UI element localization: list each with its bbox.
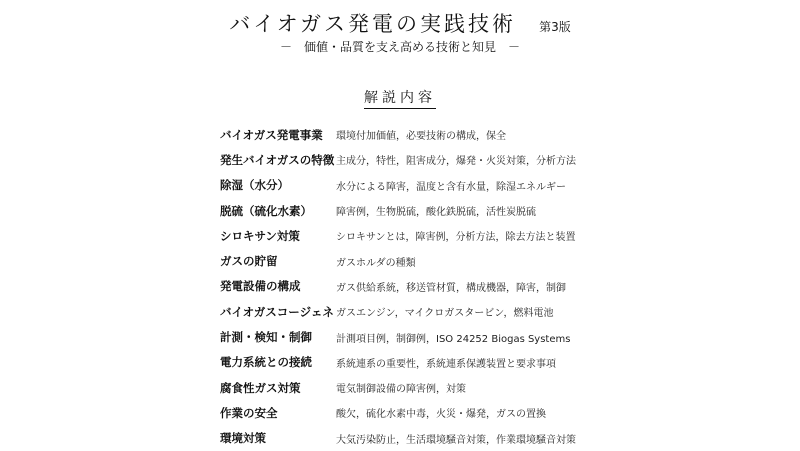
- topic-description: 大気汚染防止，生活環境騒音対策，作業環境騒音対策: [336, 434, 576, 446]
- topic-name: シロキサン対策: [220, 228, 300, 243]
- topic-name: 計測・検知・制御: [220, 330, 312, 345]
- topic-row: [220, 248, 780, 273]
- topic-description: 計測項目例，制御例，ISO 24252 Biogas Systems: [336, 333, 571, 345]
- topic-description: 水分による障害，温度と含有水量，除湿エネルギー: [336, 181, 566, 193]
- topic-name: 除湿（水分）: [220, 178, 289, 193]
- topic-row: [220, 324, 780, 349]
- topic-row: [220, 400, 780, 425]
- topic-row: [220, 426, 780, 451]
- section-heading-text: 解説内容: [364, 87, 436, 109]
- topic-list: [220, 122, 780, 451]
- topic-row: [220, 223, 780, 248]
- topic-name: ガスの貯留: [220, 254, 278, 269]
- topic-name: 脱硫（硫化水素）: [220, 203, 312, 218]
- topic-row: [220, 350, 780, 375]
- topic-row: [220, 147, 780, 172]
- topic-row: [220, 299, 780, 324]
- topic-row: [220, 375, 780, 400]
- topic-description: ガス供給系統，移送管材質，構成機器，障害，制御: [336, 282, 566, 294]
- topic-description: 電気制御設備の障害例，対策: [336, 384, 466, 396]
- topic-description: 系統連系の重要性，系統連系保護装置と要求事項: [336, 358, 556, 370]
- topic-description: 酸欠，硫化水素中毒，火災・爆発，ガスの置換: [336, 409, 546, 421]
- topic-description: 主成分，特性，阻害成分，爆発・火災対策，分析方法: [336, 156, 576, 168]
- topic-name: バイオガスコージェネ: [220, 304, 334, 319]
- edition-label: 第3版: [539, 20, 571, 34]
- topic-name: 腐食性ガス対策: [220, 380, 301, 395]
- topic-description: 障害例，生物脱硫，酸化鉄脱硫，活性炭脱硫: [336, 207, 536, 219]
- topic-row: [220, 274, 780, 299]
- topic-description: 環境付加価値，必要技術の構成，保全: [336, 131, 506, 143]
- topic-name: 作業の安全: [220, 405, 278, 420]
- topic-name: バイオガス発電事業: [220, 127, 323, 142]
- topic-name: 電力系統との接続: [220, 355, 312, 370]
- topic-description: ガスホルダの種類: [336, 257, 416, 269]
- topic-name: 発生バイオガスの特徴: [220, 152, 335, 167]
- title-line: [0, 8, 800, 38]
- topic-description: シロキサンとは，障害例，分析方法，除去方法と装置: [336, 232, 576, 244]
- topic-name: 発電設備の構成: [220, 279, 301, 294]
- topic-name: 環境対策: [220, 431, 266, 446]
- topic-description: ガスエンジン，マイクロガスタービン，燃料電池: [336, 308, 554, 320]
- page-title: バイオガス発電の実践技術: [229, 12, 516, 36]
- section-heading: [0, 87, 800, 109]
- page-subtitle: － 価値・品質を支え高める技術と知見 －: [279, 40, 520, 54]
- topic-row: [220, 173, 780, 198]
- topic-row: [220, 198, 780, 223]
- topic-row: [220, 122, 780, 147]
